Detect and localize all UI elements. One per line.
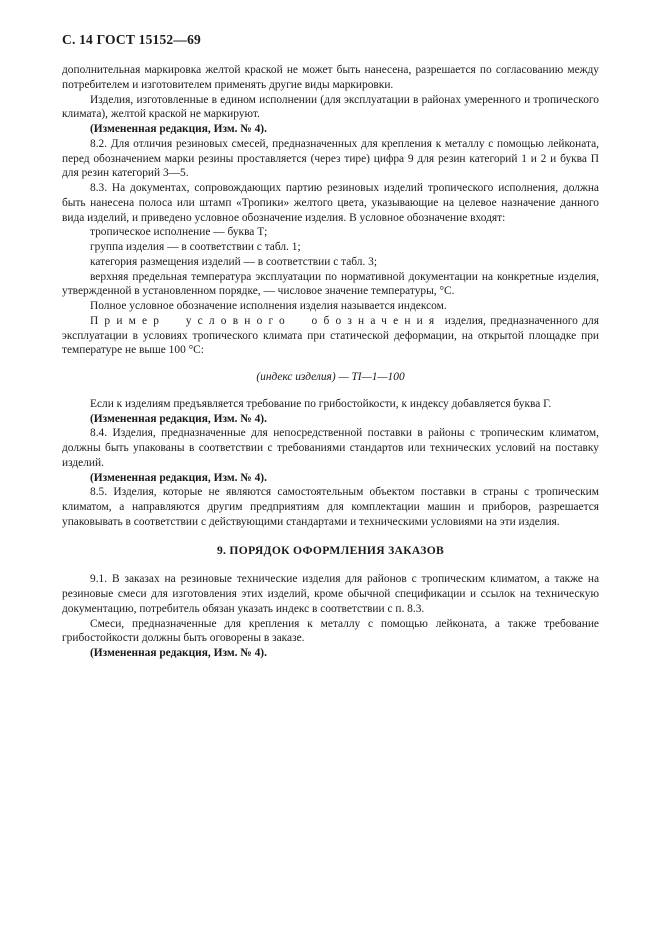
amendment-note: (Измененная редакция, Изм. № 4). <box>90 123 267 135</box>
amendment-note: (Измененная редакция, Изм. № 4). <box>90 647 267 659</box>
paragraph-continuation: дополнительная маркировка желтой краской не может быть нанесена, разрешается по согласованию между потребителем и изготовителем применять другие виды маркировки. <box>62 64 599 91</box>
list-item-temperature: верхняя предельная температура эксплуатации по нормативной документации на конкретные изделия, утвержденной в установленном порядке, — числовое значение температуры, °С. <box>62 270 599 298</box>
mixtures-paragraph: Смеси, предназначенные для крепления к металлу с помощью лейконата, а также требование грибостойкости должны быть оговорены в заказе. <box>62 617 599 645</box>
amendment-note: (Измененная редакция, Изм. № 4). <box>90 471 267 484</box>
clause-8-2: 8.2. Для отличия резиновых смесей, предназначенных для крепления к металлу с помощью лейконата, перед обозначением марки резины проставляется (через тире) цифра 9 для резин категорий 1 и 2 и буква П для резин категорий 3—5. <box>62 137 599 180</box>
clause-8-5: 8.5. Изделия, которые не являются самостоятельным объектом поставки в страны с тропическим климатом, а направляются другим предприятиям для комплектации машин и приборов, разрешается упаковывать в соответствии с действующими стандартами и техническими условиями на эти изделия. <box>62 486 599 528</box>
example-label: Пример условного обозначения <box>90 314 441 327</box>
example-paragraph <box>62 314 599 358</box>
clause-8-3: 8.3. На документах, сопровождающих партию резиновых изделий тропического исполнения, должна быть нанесена полоса или штамп «Тропики» желтого цвета, указывающие на целевое назначение данного вида изделий, и приведено условное обозначение изделия. В условное обозначение входят: <box>62 182 599 224</box>
example-text: изделия, предназначенного для эксплуатации в условиях тропического климата при статической деформации, на открытой площадке при температуре не выше 100 °С: <box>62 314 599 357</box>
document-body <box>62 63 599 661</box>
list-item-tropical: тропическое исполнение — буква Т; <box>90 226 268 239</box>
list-item-group: группа изделия — в соответствии с табл. 1; <box>90 241 301 253</box>
page-header: С. 14 ГОСТ 15152—69 <box>62 32 201 47</box>
fungus-resistance-note: Если к изделиям предъявляется требование по грибостойкости, к индексу добавляется буква Г. <box>90 397 552 410</box>
index-definition: Полное условное обозначение исполнения изделия называется индексом. <box>90 300 447 312</box>
amendment-note: (Измененная редакция, Изм. № 4). <box>90 412 267 425</box>
clause-9-1: 9.1. В заказах на резиновые технические изделия для районов с тропическим климатом, а также на резиновые смеси для изготовления этих изделий, кроме обычной спецификации и ссылок на техническую документацию, потребитель обязан указать индекс в соответствии с п. 8.3. <box>62 573 599 615</box>
clause-8-4: 8.4. Изделия, предназначенные для непосредственной поставки в районы с тропическим климатом, должны быть упакованы в соответствии с требованиями стандартов или технических условий на поставку изделий. <box>62 427 599 469</box>
list-item-category: категория размещения изделий — в соответствии с табл. 3; <box>90 255 378 268</box>
paragraph-single-execution: Изделия, изготовленные в едином исполнении (для эксплуатации в районах умеренного и тропического климата), желтой краской не маркируют. <box>62 93 599 121</box>
section-9-title: 9. ПОРЯДОК ОФОРМЛЕНИЯ ЗАКАЗОВ <box>216 543 445 557</box>
designation-formula: (индекс изделия) — TI—1—100 <box>256 371 405 383</box>
